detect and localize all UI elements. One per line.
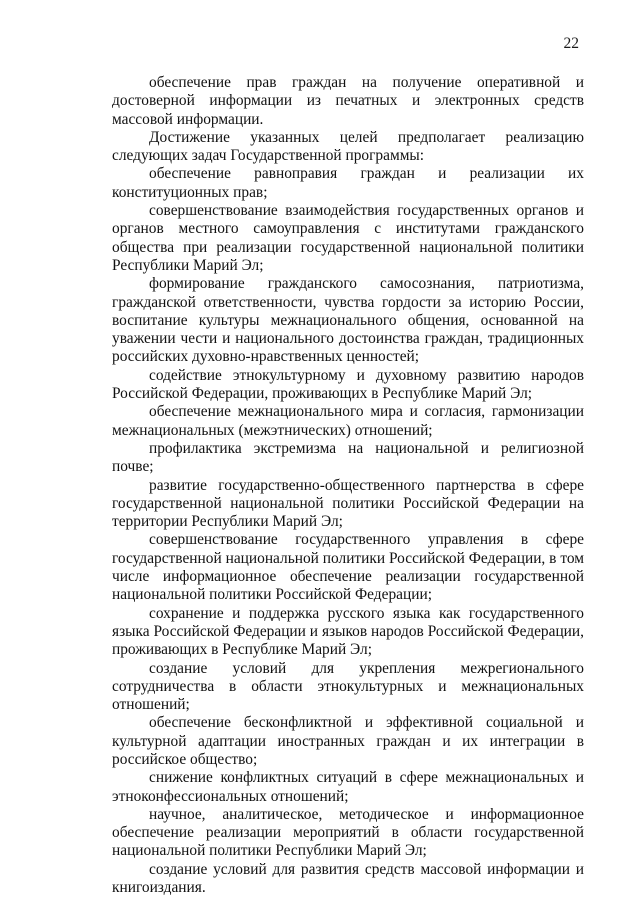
paragraph: развитие государственно-общественного партнерства в сфере государственной национальной политики Российской Федерации на территории Республики Марий Эл;	[112, 476, 584, 531]
paragraph: научное, аналитическое, методическое и информационное обеспечение реализации мероприятий в области государственной национальной политики Республики Марий Эл;	[112, 805, 584, 860]
paragraph: содействие этнокультурному и духовному развитию народов Российской Федерации, проживающих в Республике Марий Эл;	[112, 366, 584, 403]
paragraph: создание условий для укрепления межрегионального сотрудничества в области этнокультурных и межнациональных отношений;	[112, 659, 584, 714]
paragraph: формирование гражданского самосознания, патриотизма, гражданской ответственности, чувства гордости за историю России, воспитание культуры межнационального общения, основанной на уважении чести и национального достоинства граждан, традиционных российских духовно-нравственных ценностей;	[112, 275, 584, 366]
paragraph: совершенствование государственного управления в сфере государственной национальной политики Российской Федерации, в том числе информационное обеспечение реализации государственной национальной политики Российской Федерации;	[112, 531, 584, 604]
paragraph: Достижение указанных целей предполагает реализацию следующих задач Государственной программы:	[112, 128, 584, 165]
paragraph: профилактика экстремизма на национальной и религиозной почве;	[112, 439, 584, 476]
paragraph: обеспечение межнационального мира и согласия, гармонизации межнациональных (межэтнических) отношений;	[112, 403, 584, 439]
document-body	[112, 74, 584, 897]
paragraph: сохранение и поддержка русского языка как государственного языка Российской Федерации и языков народов Российской Федерации, проживающих в Республике Марий Эл;	[112, 604, 584, 659]
paragraph: обеспечение бесконфликтной и эффективной социальной и культурной адаптации иностранных граждан и их интеграции в российское общество;	[112, 714, 584, 768]
paragraph: совершенствование взаимодействия государственных органов и органов местного самоуправления с институтами гражданского общества при реализации государственной национальной политики Республики Марий Эл;	[112, 202, 584, 274]
paragraph: создание условий для развития средств массовой информации и книгоиздания.	[112, 860, 584, 897]
paragraph: обеспечение прав граждан на получение оперативной и достоверной информации из печатных и электронных средств массовой информации.	[112, 74, 584, 128]
page-number: 22	[563, 35, 579, 52]
paragraph: снижение конфликтных ситуаций в сфере межнациональных и этноконфессиональных отношений;	[112, 769, 584, 805]
paragraph: обеспечение равноправия граждан и реализации их конституционных прав;	[112, 165, 584, 201]
